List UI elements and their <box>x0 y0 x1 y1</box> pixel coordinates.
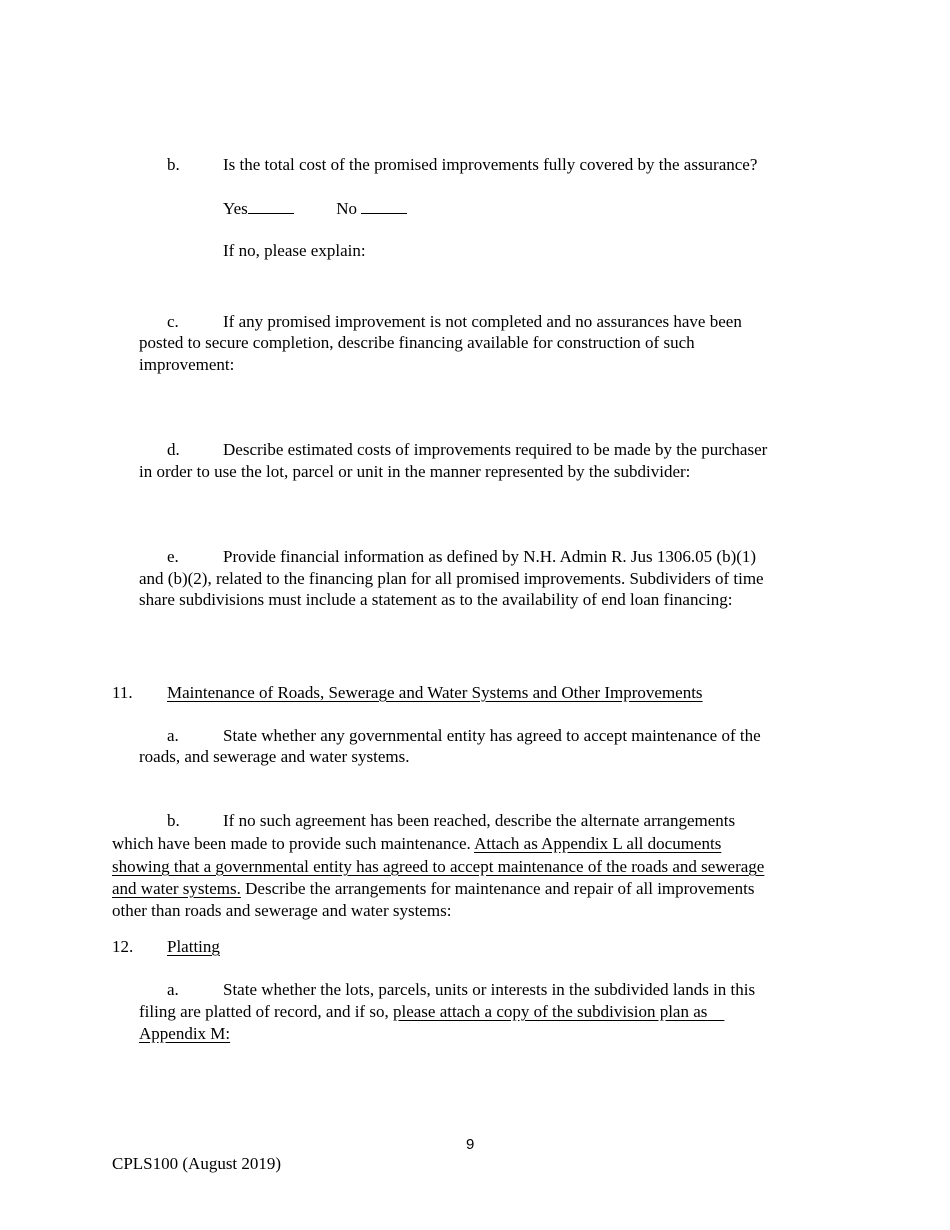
yes-blank-field[interactable] <box>248 197 294 214</box>
item-10c-line2: posted to secure completion, describe financing available for construction of such <box>139 333 695 352</box>
yes-no-row <box>223 197 407 220</box>
appendix-m-instruction-cont: Appendix M: <box>139 1024 231 1043</box>
item-10b-marker: b. <box>167 155 180 174</box>
item-12a-line1: State whether the lots, parcels, units or interests in the subdivided lands in this <box>223 980 756 999</box>
item-11b-line1: If no such agreement has been reached, describe the alternate arrangements <box>223 811 736 830</box>
item-11b-line4-text: Describe the arrangements for maintenance and repair of all improvements <box>245 879 755 898</box>
item-10b-explain: If no, please explain: <box>223 241 366 260</box>
item-10b-question: Is the total cost of the promised improvements fully covered by the assurance? <box>223 155 758 174</box>
section-11-heading: Maintenance of Roads, Sewerage and Water Systems and Other Improvements <box>167 683 703 702</box>
item-10c-line3: improvement: <box>139 355 235 374</box>
item-10e-line2: and (b)(2), related to the financing plan for all promised improvements. Subdividers of time <box>139 569 764 588</box>
appendix-l-instruction-cont: showing that a governmental entity has agreed to accept maintenance of the roads and sewerage <box>112 857 765 876</box>
no-label: No <box>336 199 358 218</box>
item-11a-marker: a. <box>167 726 179 745</box>
item-11a-line1: State whether any governmental entity has agreed to accept maintenance of the <box>223 726 761 745</box>
item-11b-line2-text: which have been made to provide such maintenance. <box>112 834 471 853</box>
section-12-number: 12. <box>112 937 134 956</box>
item-10e-line3: share subdivisions must include a statement as to the availability of end loan financing: <box>139 590 733 609</box>
item-12a-marker: a. <box>167 980 179 999</box>
item-10d-line1: Describe estimated costs of improvements required to be made by the purchaser <box>223 440 768 459</box>
item-10d-marker: d. <box>167 440 180 459</box>
item-11b-line2 <box>112 833 721 855</box>
no-blank-field[interactable] <box>361 197 407 214</box>
item-12a-line2 <box>139 1001 724 1023</box>
section-11-number: 11. <box>112 683 133 702</box>
item-10e-line1: Provide financial information as defined by N.H. Admin R. Jus 1306.05 (b)(1) <box>223 547 757 566</box>
item-10c-line1: If any promised improvement is not completed and no assurances have been <box>223 312 742 331</box>
page-number: 9 <box>466 1136 475 1153</box>
item-10c-marker: c. <box>167 312 179 331</box>
item-12a-line2-text: filing are platted of record, and if so, <box>139 1002 389 1021</box>
appendix-m-underline-tail <box>707 1002 724 1021</box>
section-12-heading: Platting <box>167 937 220 956</box>
item-11a-line2: roads, and sewerage and water systems. <box>139 747 410 766</box>
form-identifier: CPLS100 (August 2019) <box>112 1154 282 1173</box>
yes-label: Yes <box>223 199 248 218</box>
item-11b-marker: b. <box>167 811 180 830</box>
item-11b-line5: other than roads and sewerage and water systems: <box>112 901 452 920</box>
appendix-l-instruction-end: and water systems. <box>112 879 241 898</box>
appendix-m-instruction: please attach a copy of the subdivision plan as <box>392 1002 708 1021</box>
item-11b-line4 <box>112 878 754 900</box>
item-10e-marker: e. <box>167 547 179 566</box>
item-10d-line2: in order to use the lot, parcel or unit in the manner represented by the subdivider: <box>139 462 691 481</box>
appendix-l-instruction: Attach as Appendix L all documents <box>474 834 722 853</box>
